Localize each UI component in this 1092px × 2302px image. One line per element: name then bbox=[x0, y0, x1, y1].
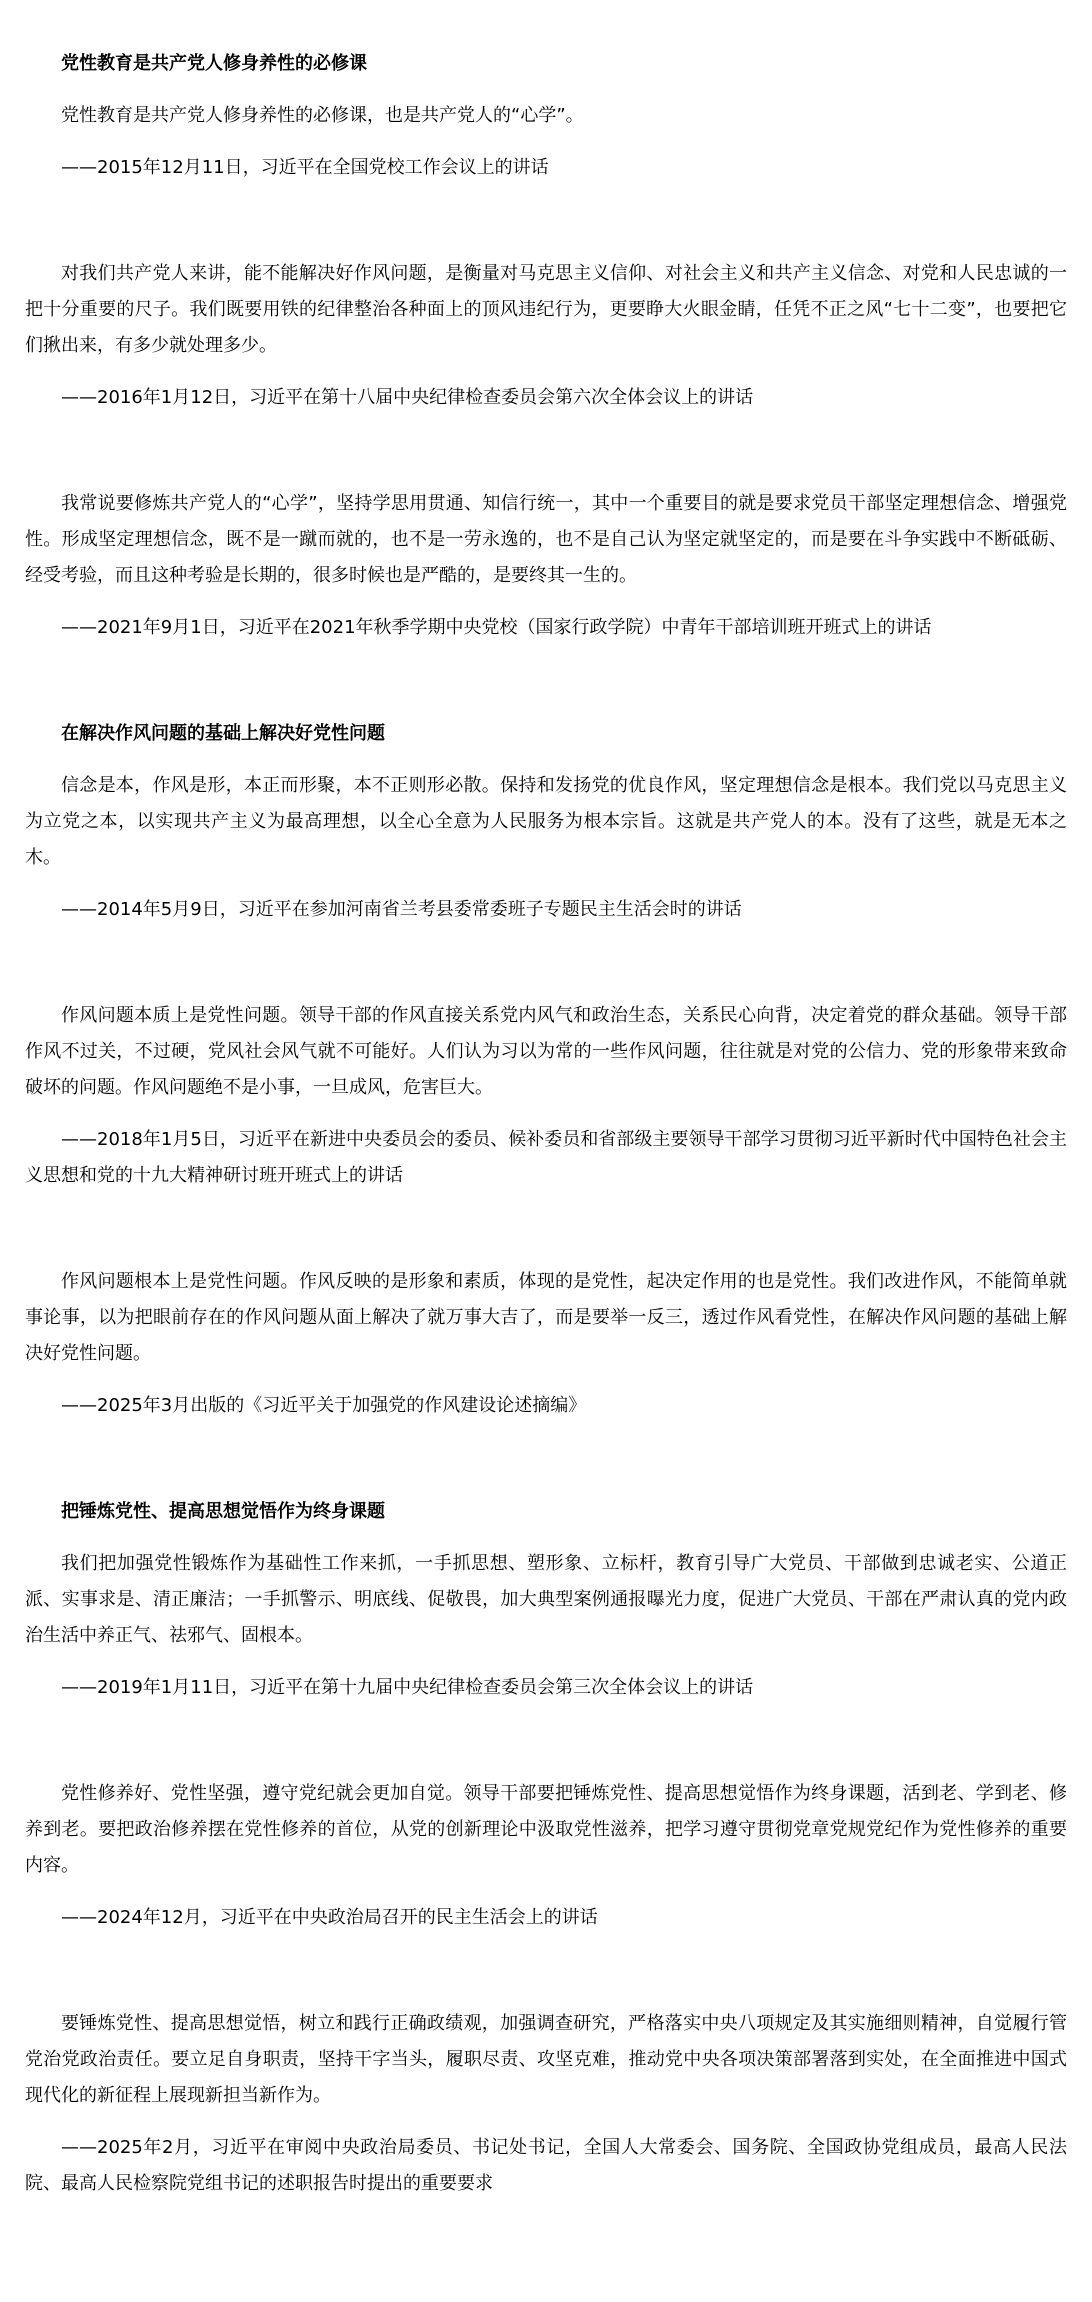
quote-block bbox=[25, 1546, 1067, 1706]
quote-text: 对我们共产党人来讲，能不能解决好作风问题，是衡量对马克思主义信仰、对社会主义和共产主义信念、对党和人民忠诚的一把十分重要的尺子。我们既要用铁的纪律整治各种面上的顶风违纪行为，更要睁大火眼金睛，任凭不正之风“七十二变”，也要把它们揪出来，有多少就处理多少。 bbox=[25, 263, 1067, 356]
quote-block bbox=[25, 1776, 1067, 1936]
quote-attribution: ——2021年9月1日，习近平在2021年秋季学期中央党校（国家行政学院）中青年干部培训班开班式上的讲话 bbox=[61, 617, 932, 638]
quote-attribution: ——2025年3月出版的《习近平关于加强党的作风建设论述摘编》 bbox=[61, 1395, 587, 1416]
quote-attribution: ——2018年1月5日，习近平在新进中央委员会的委员、候补委员和省部级主要领导干部学习贯彻习近平新时代中国特色社会主义思想和党的十九大精神研讨班开班式上的讲话 bbox=[25, 1129, 1067, 1186]
quote-block bbox=[25, 2006, 1067, 2202]
quote-text: 信念是本，作风是形，本正而形聚，本不正则形必散。保持和发扬党的优良作风，坚定理想信念是根本。我们党以马克思主义为立党之本，以实现共产主义为最高理想，以全心全意为人民服务为根本宗旨。这就是共产党人的本。没有了这些，就是无本之木。 bbox=[25, 775, 1067, 868]
section-lifelong-task bbox=[25, 1494, 1067, 2202]
section-heading: 把锤炼党性、提高思想觉悟作为终身课题 bbox=[61, 1501, 385, 1522]
quote-attribution: ——2019年1月11日，习近平在第十九届中央纪律检查委员会第三次全体会议上的讲话 bbox=[61, 1677, 754, 1698]
quote-attribution: ——2014年5月9日，习近平在参加河南省兰考县委常委班子专题民主生活会时的讲话 bbox=[61, 899, 742, 920]
quote-text: 党性教育是共产党人修身养性的必修课，也是共产党人的“心学”。 bbox=[61, 105, 584, 126]
section-heading: 在解决作风问题的基础上解决好党性问题 bbox=[61, 723, 385, 744]
quote-block bbox=[25, 1264, 1067, 1424]
quote-block bbox=[25, 486, 1067, 646]
quote-block bbox=[25, 998, 1067, 1194]
quote-attribution: ——2016年1月12日，习近平在第十八届中央纪律检查委员会第六次全体会议上的讲话 bbox=[61, 387, 754, 408]
section-party-education bbox=[25, 46, 1067, 646]
quote-text: 作风问题根本上是党性问题。作风反映的是形象和素质，体现的是党性，起决定作用的也是党性。我们改进作风，不能简单就事论事，以为把眼前存在的作风问题从面上解决了就万事大吉了，而是要举一反三，透过作风看党性，在解决作风问题的基础上解决好党性问题。 bbox=[25, 1271, 1067, 1364]
quote-block bbox=[25, 256, 1067, 416]
quote-text: 我们把加强党性锻炼作为基础性工作来抓，一手抓思想、塑形象、立标杆，教育引导广大党员、干部做到忠诚老实、公道正派、实事求是、清正廉洁；一手抓警示、明底线、促敬畏，加大典型案例通报曝光力度，促进广大党员、干部在严肃认真的党内政治生活中养正气、祛邪气、固根本。 bbox=[25, 1553, 1067, 1646]
quote-block bbox=[25, 98, 1067, 186]
quote-block bbox=[25, 768, 1067, 928]
quote-text: 我常说要修炼共产党人的“心学”，坚持学思用贯通、知信行统一，其中一个重要目的就是要求党员干部坚定理想信念、增强党性。形成坚定理想信念，既不是一蹴而就的，也不是一劳永逸的，也不是自己认为坚定就坚定的，而是要在斗争实践中不断砥砺、经受考验，而且这种考验是长期的，很多时候也是严酷的，是要终其一生的。 bbox=[25, 493, 1067, 586]
quote-text: 要锤炼党性、提高思想觉悟，树立和践行正确政绩观，加强调查研究，严格落实中央八项规定及其实施细则精神，自觉履行管党治党政治责任。要立足自身职责，坚持干字当头，履职尽责、攻坚克难，推动党中央各项决策部署落到实处，在全面推进中国式现代化的新征程上展现新担当新作为。 bbox=[25, 2013, 1067, 2106]
section-heading: 党性教育是共产党人修身养性的必修课 bbox=[61, 53, 367, 74]
quote-text: 作风问题本质上是党性问题。领导干部的作风直接关系党内风气和政治生态，关系民心向背，决定着党的群众基础。领导干部作风不过关，不过硬，党风社会风气就不可能好。人们认为习以为常的一些作风问题，往往就是对党的公信力、党的形象带来致命破坏的问题。作风问题绝不是小事，一旦成风，危害巨大。 bbox=[25, 1005, 1067, 1098]
article-body bbox=[25, 46, 1067, 2202]
quote-text: 党性修养好、党性坚强，遵守党纪就会更加自觉。领导干部要把锤炼党性、提高思想觉悟作为终身课题，活到老、学到老、修养到老。要把政治修养摆在党性修养的首位，从党的创新理论中汲取党性滋养，把学习遵守贯彻党章党规党纪作为党性修养的重要内容。 bbox=[25, 1783, 1067, 1876]
quote-attribution: ——2024年12月，习近平在中央政治局召开的民主生活会上的讲话 bbox=[61, 1907, 598, 1928]
section-conduct-problems bbox=[25, 716, 1067, 1424]
quote-attribution: ——2025年2月，习近平在审阅中央政治局委员、书记处书记，全国人大常委会、国务院、全国政协党组成员，最高人民法院、最高人民检察院党组书记的述职报告时提出的重要要求 bbox=[25, 2137, 1067, 2194]
quote-attribution: ——2015年12月11日，习近平在全国党校工作会议上的讲话 bbox=[61, 157, 549, 178]
